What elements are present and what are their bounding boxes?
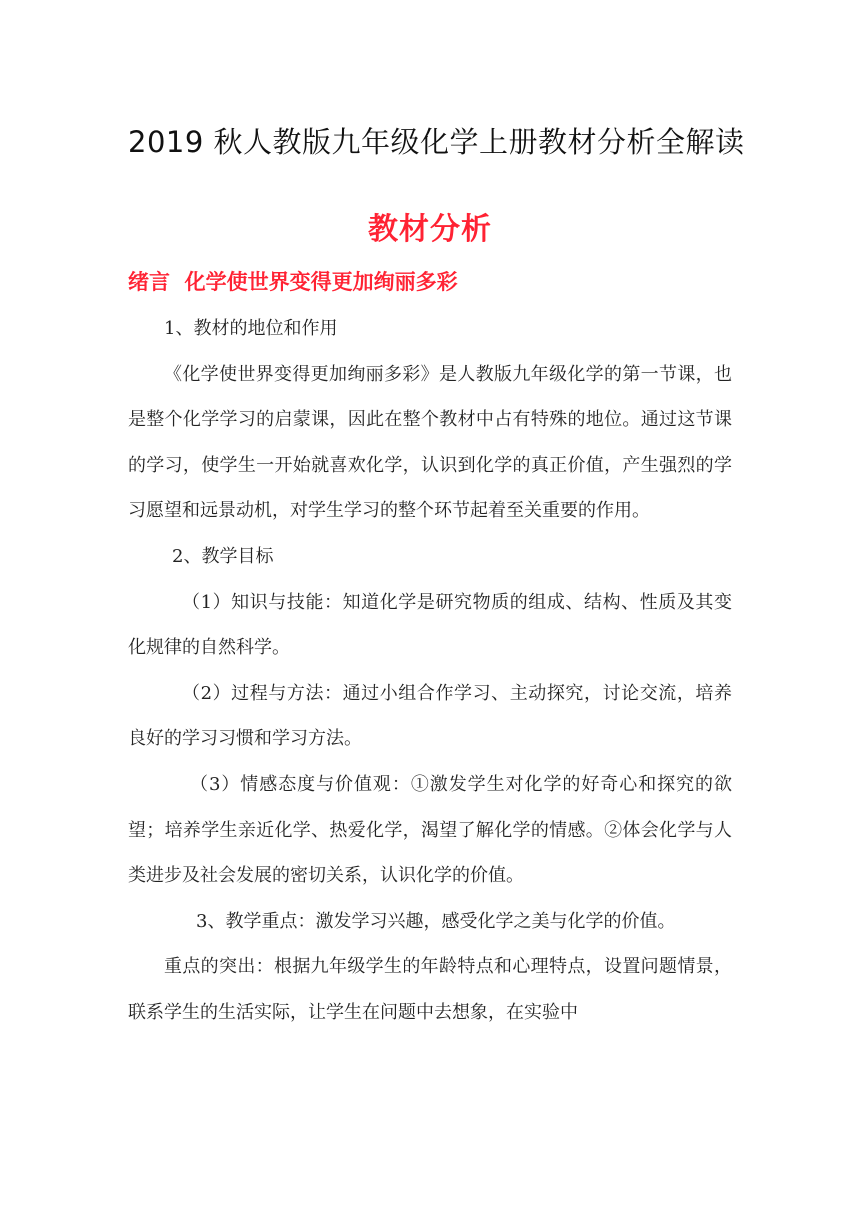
document-title: 2019 秋人教版九年级化学上册教材分析全解读 [128, 125, 745, 159]
paragraph-focus-highlight: 重点的突出：根据九年级学生的年龄特点和心理特点，设置问题情景，联系学生的生活实际，让学生在问题中去想象，在实验中 [128, 956, 732, 1023]
paragraph-heading-position: 1、教材的地位和作用 [164, 318, 338, 339]
paragraph-teaching-focus: 3、教学重点：激发学习兴趣，感受化学之美与化学的价值。 [196, 910, 676, 932]
paragraph-position-role: 《化学使世界变得更加绚丽多彩》是人教版九年级化学的第一节课，也是整个化学学习的启蒙课，因此在整个教材中占有特殊的地位。通过这节课的学习，使学生一开始就喜欢化学，认识到化学的真正价值，产生强烈的学习愿望和远景动机，对学生学习的整个环节起着至关重要的作用。 [128, 363, 732, 522]
paragraph-objective-attitude: （3）情感态度与价值观：①激发学生对化学的好奇心和探究的欲望；培养学生亲近化学、热爱化学，渴望了解化学的情感。②体会化学与人类进步及社会发展的密切关系，认识化学的价值。 [128, 773, 732, 887]
paragraph-objective-knowledge: （1）知识与技能：知道化学是研究物质的组成、结构、性质及其变化规律的自然科学。 [128, 591, 732, 659]
document-body [128, 306, 732, 1036]
paragraph-heading-objectives: 2、教学目标 [172, 545, 274, 567]
section-heading: 教材分析 [368, 212, 492, 247]
paragraph-objective-process: （2）过程与方法：通过小组合作学习、主动探究，讨论交流，培养良好的学习习惯和学习方法。 [128, 682, 732, 750]
chapter-heading: 绪言 化学使世界变得更加绚丽多彩 [128, 270, 458, 294]
